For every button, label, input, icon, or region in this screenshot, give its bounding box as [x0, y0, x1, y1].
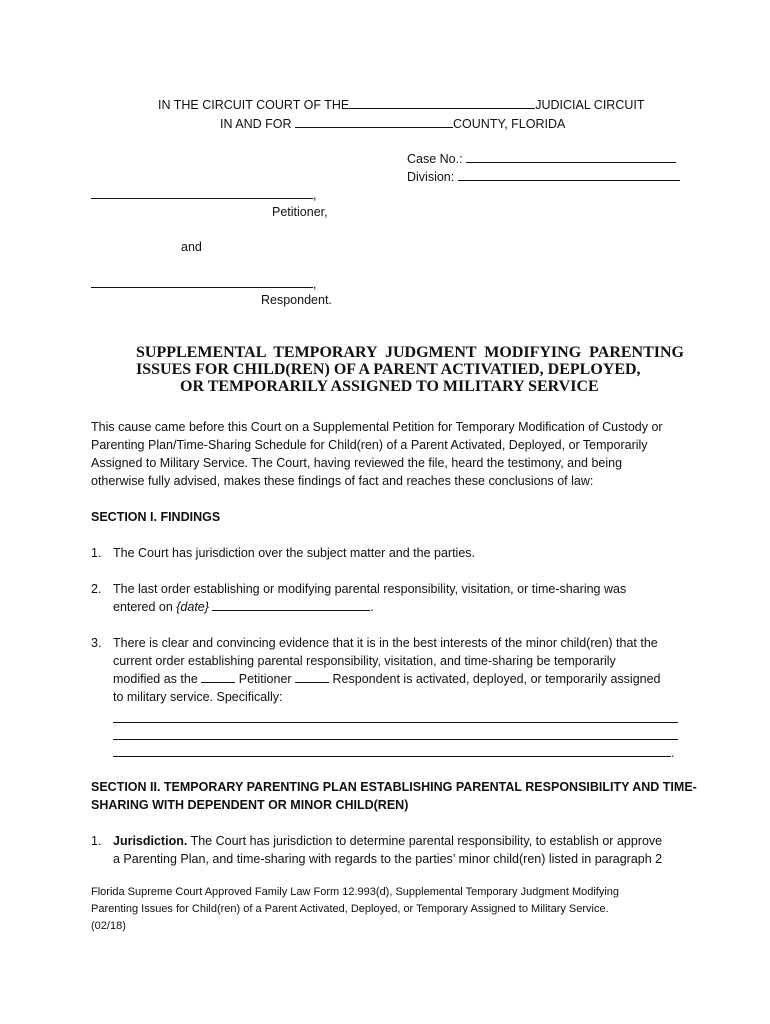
case-no-line: Case No.:: [407, 150, 676, 166]
court-line: IN THE CIRCUIT COURT OF THE JUDICIAL CIRCUIT: [158, 98, 645, 112]
parent-selection-line: modified as the Petitioner Respondent is activated, deployed, or temporarily assigned: [113, 672, 661, 686]
finding-text: There is clear and convincing evidence that it is in the best interests of the minor child(ren) that the: [113, 636, 658, 650]
finding-number: 3.: [91, 636, 102, 650]
title-line-1: SUPPLEMENTAL TEMPORARY JUDGMENT MODIFYING PARENTING: [136, 344, 684, 361]
jurisdiction-line: Jurisdiction. The Court has jurisdiction to determine parental responsibility, to establish or approve: [113, 834, 663, 848]
respondent-name-blank[interactable]: [91, 275, 313, 288]
specifics-blank-2[interactable]: [113, 727, 678, 740]
document-title: [136, 344, 684, 395]
jurisdiction-label: Jurisdiction.: [113, 834, 188, 848]
specifics-blank-3[interactable]: [113, 744, 671, 757]
intro-line: Assigned to Military Service. The Court, having reviewed the file, heard the testimony, and being: [91, 456, 623, 470]
finding-number: 2.: [91, 582, 102, 596]
footer-line: Florida Supreme Court Approved Family Law Form 12.993(d), Supplemental Temporary Judgment Modifying: [91, 886, 620, 898]
finding-text: current order establishing parental responsibility, visitation, and time-sharing be temporarily: [113, 654, 616, 668]
judicial-circuit-blank[interactable]: [349, 96, 535, 109]
title-line-3: OR TEMPORARILY ASSIGNED TO MILITARY SERVICE: [180, 378, 599, 395]
intro-line: This cause came before this Court on a Supplemental Petition for Temporary Modification of Custody or: [91, 420, 663, 434]
finding-text: to military service. Specifically:: [113, 690, 283, 704]
county-line: IN AND FOR COUNTY, FLORIDA: [220, 117, 566, 131]
finding-text: The last order establishing or modifying parental responsibility, visitation, or time-sharing was: [113, 582, 627, 596]
footer-line: (02/18): [91, 920, 126, 932]
form-footer: [91, 884, 619, 935]
petitioner-name-line: ,: [91, 186, 316, 202]
section-2-heading: SECTION II. TEMPORARY PARENTING PLAN ESTABLISHING PARENTAL RESPONSIBILITY AND TIME- SHARING WITH DEPENDENT OR MINOR CHILD(REN): [91, 780, 697, 812]
petitioner-name-blank[interactable]: [91, 186, 313, 199]
intro-paragraph: [91, 418, 691, 490]
petitioner-checkbox-blank[interactable]: [201, 670, 235, 683]
county-blank[interactable]: [295, 115, 453, 128]
item-text: a Parenting Plan, and time-sharing with regards to the parties’ minor child(ren) listed in paragraph 2: [113, 852, 663, 866]
intro-line: Parenting Plan/Time-Sharing Schedule for Child(ren) of a Parent Activated, Deployed, or Temporarily: [91, 438, 648, 452]
order-date-blank[interactable]: [212, 598, 370, 611]
date-placeholder: {date}: [176, 600, 209, 614]
respondent-label: Respondent.: [261, 293, 332, 307]
finding-number: 1.: [91, 546, 102, 560]
item-number: 1.: [91, 834, 102, 848]
order-date-line: entered on {date} .: [113, 600, 374, 614]
intro-line: otherwise fully advised, makes these findings of fact and reaches these conclusions of law:: [91, 474, 594, 488]
petitioner-label: Petitioner,: [272, 205, 328, 219]
respondent-name-line: ,: [91, 275, 316, 291]
section-1-heading: SECTION I. FINDINGS: [91, 510, 221, 524]
division-line: Division:: [407, 168, 680, 184]
specifics-line-3: .: [113, 744, 678, 762]
division-blank[interactable]: [458, 168, 680, 181]
title-line-2: ISSUES FOR CHILD(REN) OF A PARENT ACTIVATIED, DEPLOYED,: [136, 361, 641, 378]
respondent-checkbox-blank[interactable]: [295, 670, 329, 683]
footer-line: Parenting Issues for Child(ren) of a Parent Activated, Deployed, or Temporary Assigned to Military Service.: [91, 903, 609, 915]
and-label: and: [181, 240, 202, 254]
finding-text: The Court has jurisdiction over the subject matter and the parties.: [113, 546, 475, 560]
case-no-blank[interactable]: [466, 150, 676, 163]
specifics-blank-1[interactable]: [113, 710, 678, 723]
